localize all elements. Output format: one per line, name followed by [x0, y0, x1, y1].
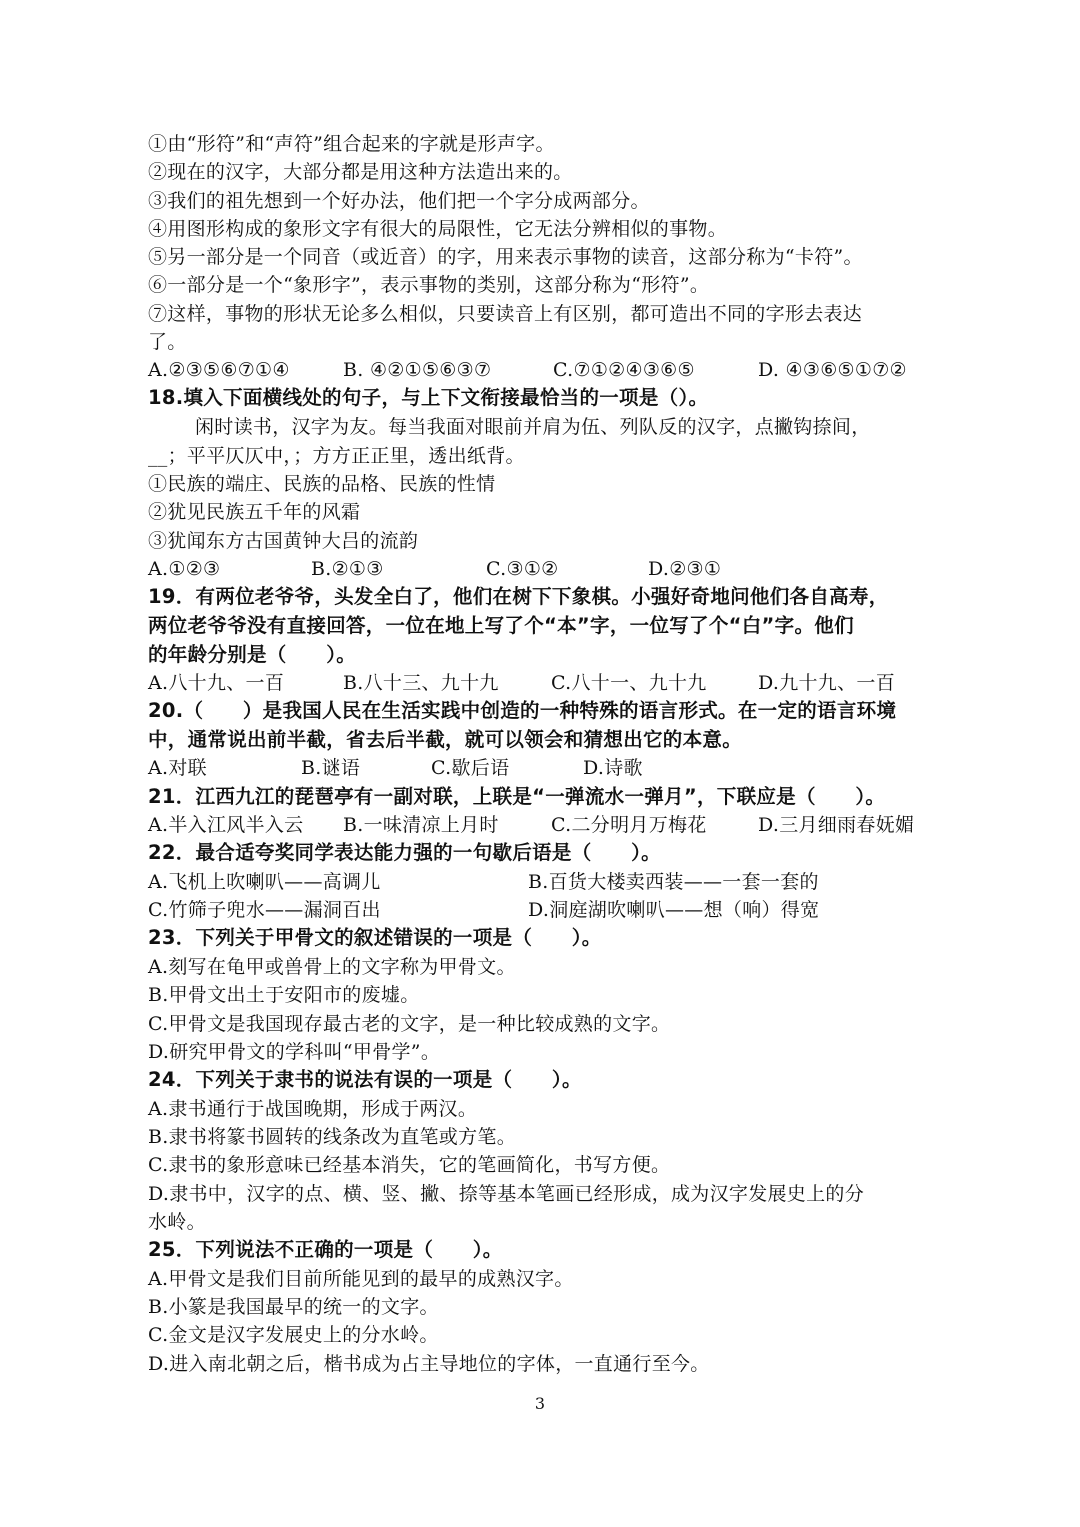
q20-option-c[interactable]: C.歇后语	[431, 757, 510, 779]
q22-option-d[interactable]: D.洞庭湖吹喇叭——想（响）得宽	[528, 899, 820, 921]
q23-option-c[interactable]: C.甲骨文是我国现存最古老的文字，是一种比较成熟的文字。	[148, 1013, 671, 1035]
q18-option-d[interactable]: D.②③①	[648, 558, 722, 580]
q17-statement: ⑥一部分是一个“象形字”，表示事物的类别，这部分称为“形符”。	[148, 274, 710, 296]
q17-statement: ①由“形符”和“声符”组合起来的字就是形声字。	[148, 133, 555, 155]
q22-stem: 22．最合适夸奖同学表达能力强的一句歇后语是（ ）。	[148, 841, 661, 864]
q17-option-b[interactable]: B. ④②①⑤⑥③⑦	[343, 359, 492, 381]
q17-statement: ②现在的汉字，大部分都是用这种方法造出来的。	[148, 161, 573, 183]
q21-option-c[interactable]: C.二分明月万梅花	[551, 814, 707, 836]
q25-stem: 25．下列说法不正确的一项是（ ）。	[148, 1238, 503, 1261]
q21-stem: 21．江西九江的琵琶亭有一副对联，上联是“一弹流水一弹月”，下联应是（ ）。	[148, 785, 886, 808]
q17-statement: ⑤另一部分是一个同音（或近音）的字，用来表示事物的读音，这部分称为“卡符”。	[148, 246, 863, 268]
q23-option-b[interactable]: B.甲骨文出土于安阳市的废墟。	[148, 984, 420, 1006]
q22-option-b[interactable]: B.百货大楼卖西装——一套一套的	[528, 871, 819, 893]
q24-option-b[interactable]: B.隶书将篆书圆转的线条改为直笔或方笔。	[148, 1126, 517, 1148]
page-number: 3	[534, 1394, 546, 1413]
q17-statement: ④用图形构成的象形文字有很大的局限性，它无法分辨相似的事物。	[148, 218, 728, 240]
q19-option-d[interactable]: D.九十九、一百	[758, 672, 895, 694]
q24-option-d[interactable]: D.隶书中，汉字的点、横、竖、撇、捺等基本笔画已经形成，成为汉字发展史上的分	[148, 1183, 864, 1205]
q17-option-d[interactable]: D. ④③⑥⑤①⑦②	[758, 359, 907, 381]
q22-option-a[interactable]: A.飞机上吹喇叭——高调儿	[148, 871, 381, 893]
q25-option-b[interactable]: B.小篆是我国最早的统一的文字。	[148, 1296, 439, 1318]
q18-option-b[interactable]: B.②①③	[311, 558, 384, 580]
q18-passage: 闲时读书，汉字为友。每当我面对眼前并肩为伍、列队反的汉字，点撇钩捺间，	[195, 416, 871, 438]
q18-item: ②犹见民族五千年的风霜	[148, 501, 361, 523]
q18-item: ①民族的端庄、民族的品格、民族的性情	[148, 473, 496, 495]
q21-option-a[interactable]: A.半入江风半入云	[148, 814, 304, 836]
q17-statement: ⑦这样，事物的形状无论多么相似，只要读音上有区别，都可造出不同的字形去表达	[148, 303, 863, 325]
q24-option-c[interactable]: C.隶书的象形意味已经基本消失，它的笔画简化，书写方便。	[148, 1154, 671, 1176]
q23-stem: 23．下列关于甲骨文的叙述错误的一项是（ ）。	[148, 926, 602, 949]
q23-option-d[interactable]: D.研究甲骨文的学科叫“甲骨学”。	[148, 1041, 441, 1063]
q19-stem: 两位老爷爷没有直接回答，一位在地上写了个“本”字，一位写了个“白”字。他们	[148, 614, 854, 637]
q22-option-c[interactable]: C.竹筛子兜水——漏洞百出	[148, 899, 381, 921]
q17-option-a[interactable]: A.②③⑤⑥⑦①④	[148, 359, 290, 381]
q20-stem: 20.（ ）是我国人民在生活实践中创造的一种特殊的语言形式。在一定的语言环境	[148, 699, 897, 722]
q23-option-a[interactable]: A.刻写在龟甲或兽骨上的文字称为甲骨文。	[148, 956, 516, 978]
q20-stem: 中，通常说出前半截，省去后半截，就可以领会和猜想出它的本意。	[148, 728, 743, 751]
q18-passage: __；平平仄仄中，；方方正正里，透出纸背。	[148, 445, 525, 467]
q24-option-a[interactable]: A.隶书通行于战国晚期，形成于两汉。	[148, 1098, 478, 1120]
q18-option-c[interactable]: C.③①②	[486, 558, 559, 580]
q19-option-b[interactable]: B.八十三、九十九	[343, 672, 499, 694]
q18-option-a[interactable]: A.①②③	[148, 558, 221, 580]
q25-option-d[interactable]: D.进入南北朝之后，楷书成为占主导地位的字体，一直通行至今。	[148, 1353, 710, 1375]
q21-option-b[interactable]: B.一味清凉上月时	[343, 814, 499, 836]
q18-item: ③犹闻东方古国黄钟大吕的流韵	[148, 530, 419, 552]
q24-option-d-continued: 水岭。	[148, 1211, 206, 1233]
q19-option-a[interactable]: A.八十九、一百	[148, 672, 285, 694]
q17-statement: 了。	[148, 331, 187, 353]
q19-stem: 的年龄分别是（ ）。	[148, 643, 357, 666]
q17-option-c[interactable]: C.⑦①②④③⑥⑤	[553, 359, 695, 381]
q20-option-d[interactable]: D.诗歌	[583, 757, 643, 779]
q25-option-c[interactable]: C.金文是汉字发展史上的分水岭。	[148, 1324, 439, 1346]
q18-stem: 18.填入下面横线处的句子，与上下文衔接最恰当的一项是（）。	[148, 386, 709, 409]
q21-option-d[interactable]: D.三月细雨春妩媚	[758, 814, 915, 836]
q19-stem: 19．有两位老爷爷，头发全白了，他们在树下下象棋。小强好奇地问他们各自高寿，	[148, 585, 889, 608]
q25-option-a[interactable]: A.甲骨文是我们目前所能见到的最早的成熟汉字。	[148, 1268, 574, 1290]
q17-statement: ③我们的祖先想到一个好办法，他们把一个字分成两部分。	[148, 190, 650, 212]
q20-option-a[interactable]: A.对联	[148, 757, 207, 779]
q19-option-c[interactable]: C.八十一、九十九	[551, 672, 707, 694]
q24-stem: 24．下列关于隶书的说法有误的一项是（ ）。	[148, 1068, 582, 1091]
q20-option-b[interactable]: B.谜语	[301, 757, 361, 779]
